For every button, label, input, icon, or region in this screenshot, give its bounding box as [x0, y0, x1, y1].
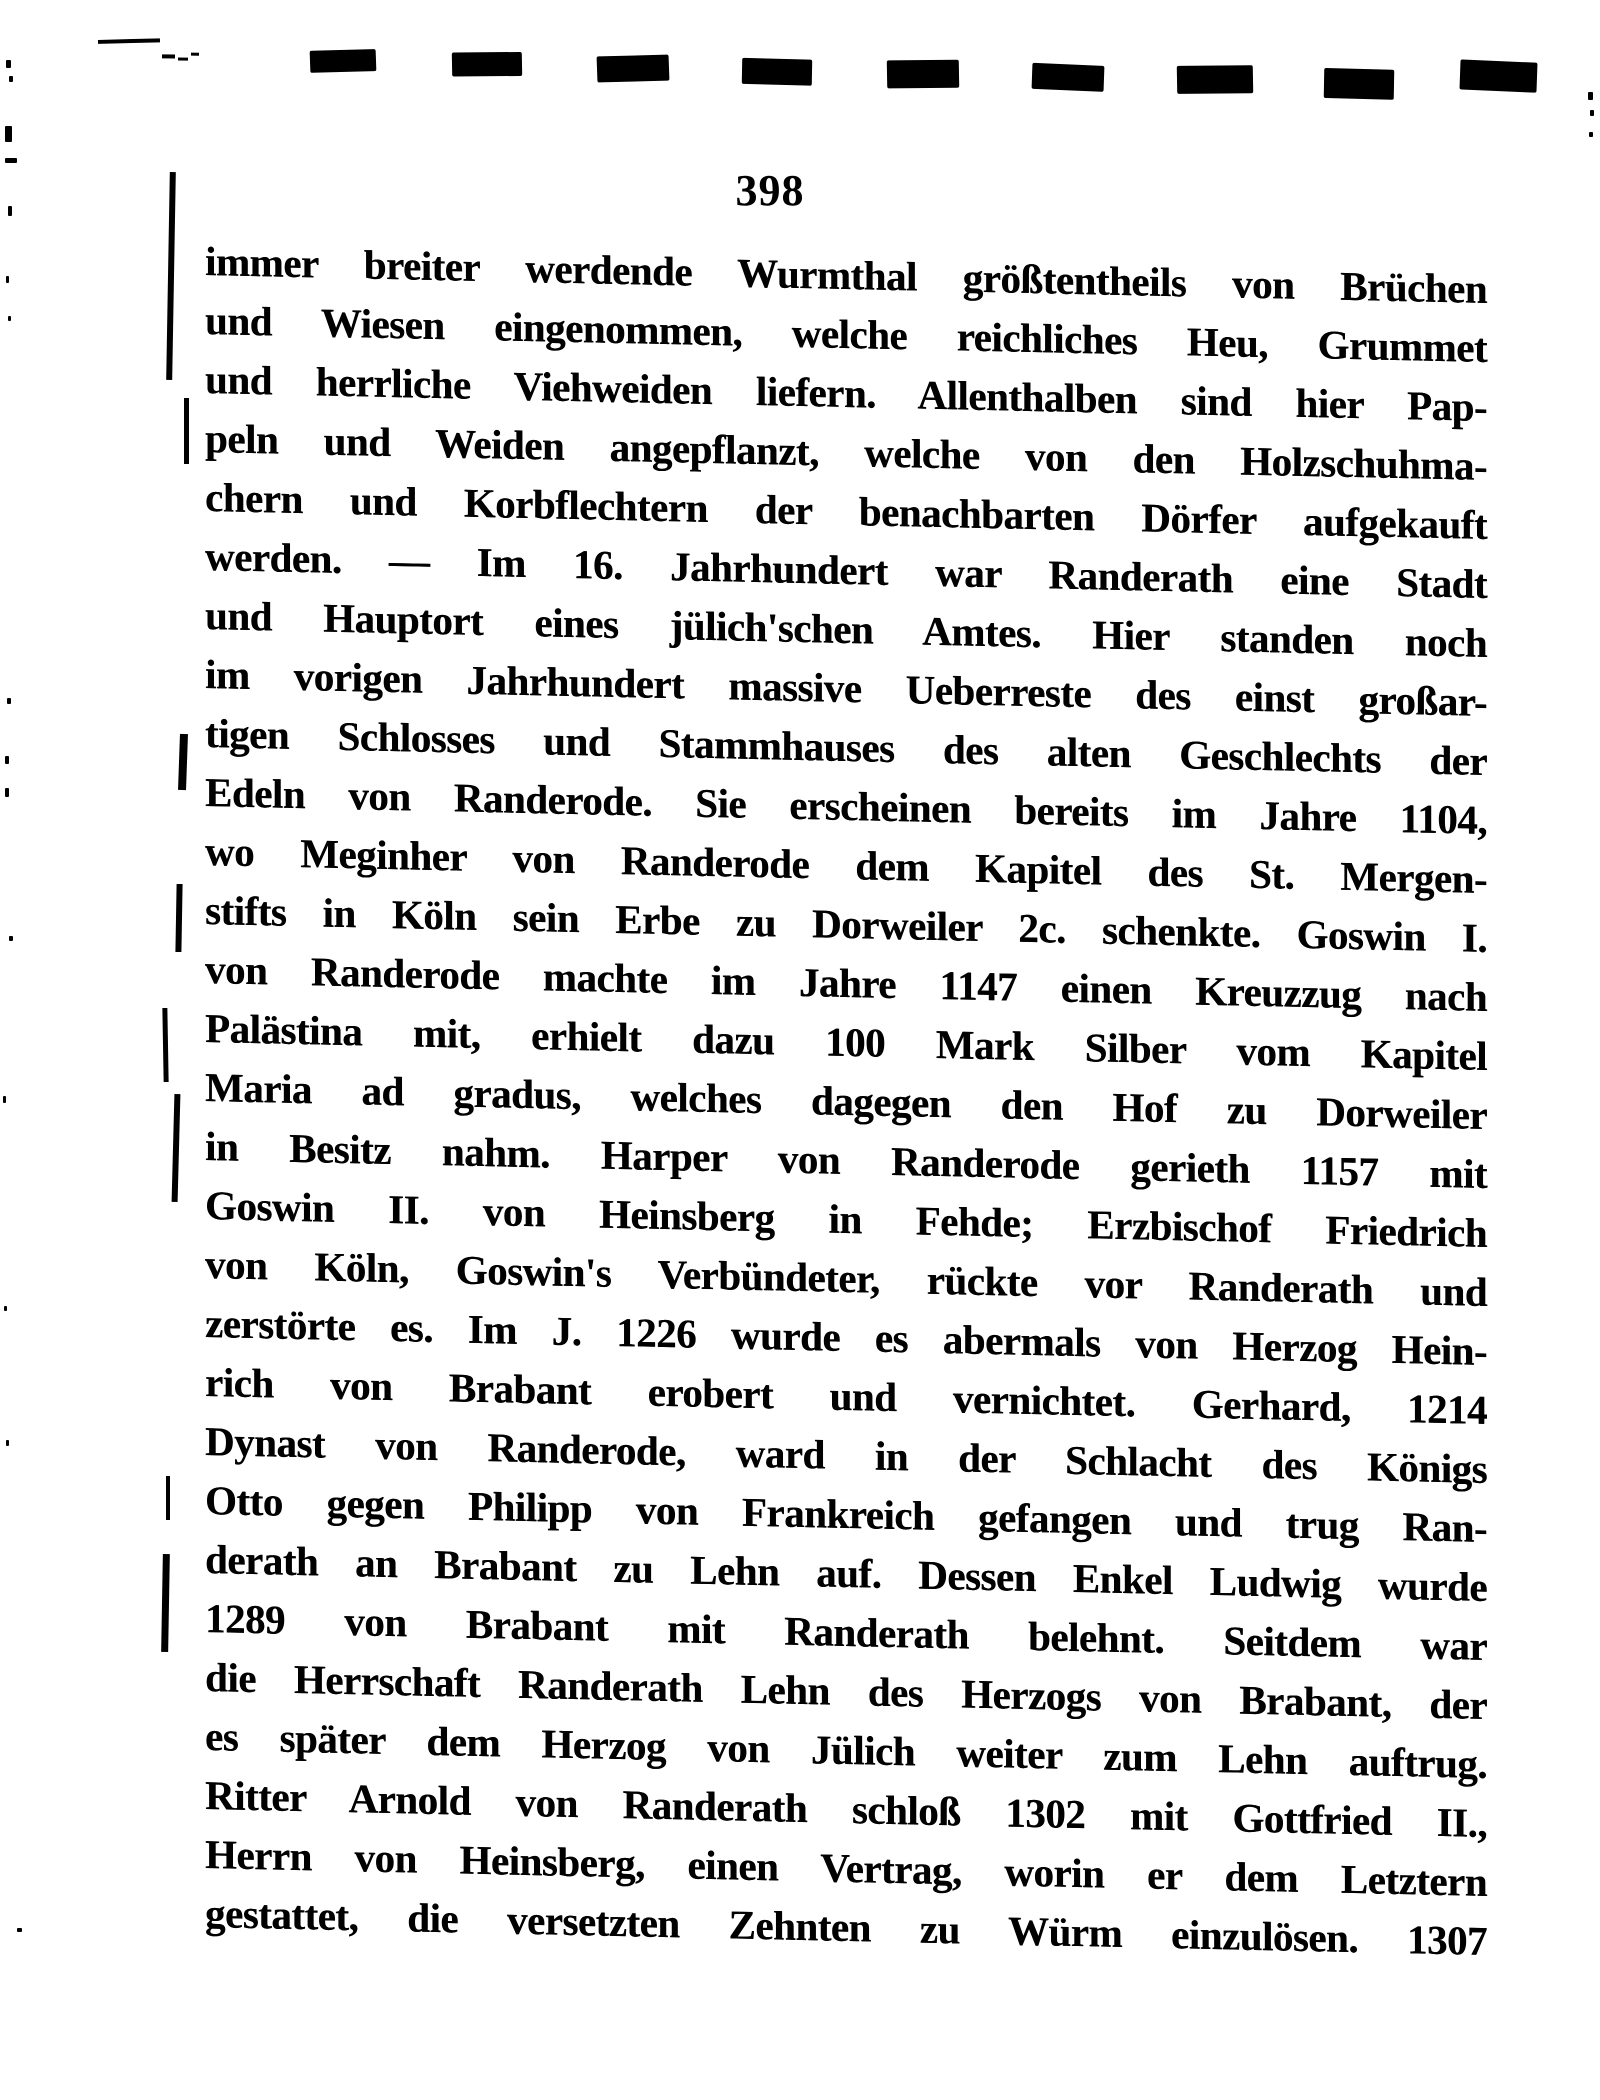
text-line: die Herrschaft Randerath Lehn des Herzogs von Brabant, der: [205, 1654, 1487, 1728]
text-line: von Köln, Goswin's Verbündeter, rückte vor Randerath und: [205, 1241, 1487, 1315]
text-line: 1289 von Brabant mit Randerath belehnt. Seitdem war: [205, 1595, 1487, 1669]
ink-dash: [191, 53, 199, 56]
text-line: Edeln von Randerode. Sie erscheinen bereits im Jahre 1104,: [205, 769, 1487, 843]
text-line: und herrliche Viehweiden liefern. Allenthalben sind hier Pap-: [205, 356, 1487, 430]
text-line: wo Meginher von Randerode dem Kapitel des St. Mergen-: [205, 828, 1487, 902]
margin-line: [166, 1476, 170, 1520]
margin-speck: [5, 158, 17, 163]
margin-speck: [5, 756, 9, 764]
margin-speck: [4, 1306, 7, 1311]
margin-speck: [17, 1928, 22, 1932]
margin-speck: [6, 1440, 9, 1446]
text-line: derath an Brabant zu Lehn auf. Dessen Enkel Ludwig wurde: [205, 1536, 1487, 1610]
ink-smudge: [1177, 65, 1253, 94]
text-line: Palästina mit, erhielt dazu 100 Mark Silber vom Kapitel: [205, 1005, 1487, 1079]
margin-speck: [9, 76, 13, 82]
ink-dash: [162, 54, 175, 58]
margin-speck: [9, 936, 13, 941]
ink-smudge: [1032, 63, 1105, 92]
margin-speck: [1589, 132, 1593, 137]
text-line: es später dem Herzog von Jülich weiter zum Lehn auftrug.: [205, 1713, 1487, 1787]
text-line: Dynast von Randerode, ward in der Schlacht des Königs: [205, 1418, 1487, 1492]
margin-speck: [5, 788, 9, 797]
margin-line: [161, 1554, 170, 1652]
text-line: und Hauptort eines jülich'schen Amtes. Hier standen noch: [205, 592, 1487, 666]
margin-speck: [5, 126, 12, 142]
margin-line: [162, 1008, 168, 1082]
ink-smudge: [1460, 59, 1538, 92]
margin-speck: [1590, 110, 1594, 116]
text-line: chern und Korbflechtern der benachbarten Dörfer aufgekauft: [205, 474, 1487, 548]
ink-dash: [178, 58, 188, 61]
text-line: peln und Weiden angepflanzt, welche von den Holzschuhma-: [205, 415, 1487, 489]
margin-speck: [3, 1096, 6, 1103]
text-line: tigen Schlosses und Stammhauses des alten Geschlechts der: [205, 710, 1487, 784]
margin-speck: [7, 698, 11, 704]
margin-line: [178, 734, 188, 790]
margin-line: [175, 884, 182, 952]
ink-smudge: [452, 52, 522, 77]
text-line: Maria ad gradus, welches dagegen den Hof zu Dorweiler: [205, 1064, 1487, 1138]
text-line: Goswin II. von Heinsberg in Fehde; Erzbischof Friedrich: [205, 1182, 1487, 1256]
text-line: werden. — Im 16. Jahrhundert war Randerath eine Stadt: [205, 533, 1487, 607]
text-line: von Randerode machte im Jahre 1147 einen Kreuzzug nach: [205, 946, 1487, 1020]
margin-speck: [1588, 92, 1593, 100]
text-line: in Besitz nahm. Harper von Randerode gerieth 1157 mit: [205, 1123, 1487, 1197]
text-line: stifts in Köln sein Erbe zu Dorweiler 2c. schenkte. Goswin I.: [205, 887, 1487, 961]
text-line: zerstörte es. Im J. 1226 wurde es abermals von Herzog Hein-: [205, 1300, 1487, 1374]
text-line: und Wiesen eingenommen, welche reichliches Heu, Grummet: [205, 297, 1487, 371]
ink-smudge: [310, 49, 377, 73]
margin-speck: [6, 60, 11, 68]
text-line: Ritter Arnold von Randerath schloß 1302 mit Gottfried II.,: [205, 1772, 1487, 1846]
margin-line: [184, 398, 189, 464]
text-line: gestattet, die versetzten Zehnten zu Würm einzulösen. 1307: [205, 1890, 1487, 1964]
page-number: 398: [735, 166, 805, 215]
ink-bleed-row: [0, 0, 1600, 134]
body-text: [205, 232, 1487, 1971]
ink-smudge: [1324, 68, 1395, 100]
margin-speck: [8, 316, 11, 321]
text-line: Otto gegen Philipp von Frankreich gefangen und trug Ran-: [205, 1477, 1487, 1551]
text-line: im vorigen Jahrhundert massive Ueberreste des einst großar-: [205, 651, 1487, 725]
margin-line: [172, 1094, 181, 1202]
text-line: Herrn von Heinsberg, einen Vertrag, worin er dem Letztern: [205, 1831, 1487, 1905]
ink-smudge: [597, 55, 670, 83]
margin-speck: [6, 276, 9, 283]
text-line: rich von Brabant erobert und vernichtet. Gerhard, 1214: [205, 1359, 1487, 1433]
ink-dash: [98, 38, 160, 44]
ink-smudge: [887, 60, 959, 89]
ink-smudge: [742, 58, 812, 86]
margin-speck: [8, 206, 12, 216]
text-line: immer breiter werdende Wurmthal größtentheils von Brüchen: [205, 238, 1487, 312]
